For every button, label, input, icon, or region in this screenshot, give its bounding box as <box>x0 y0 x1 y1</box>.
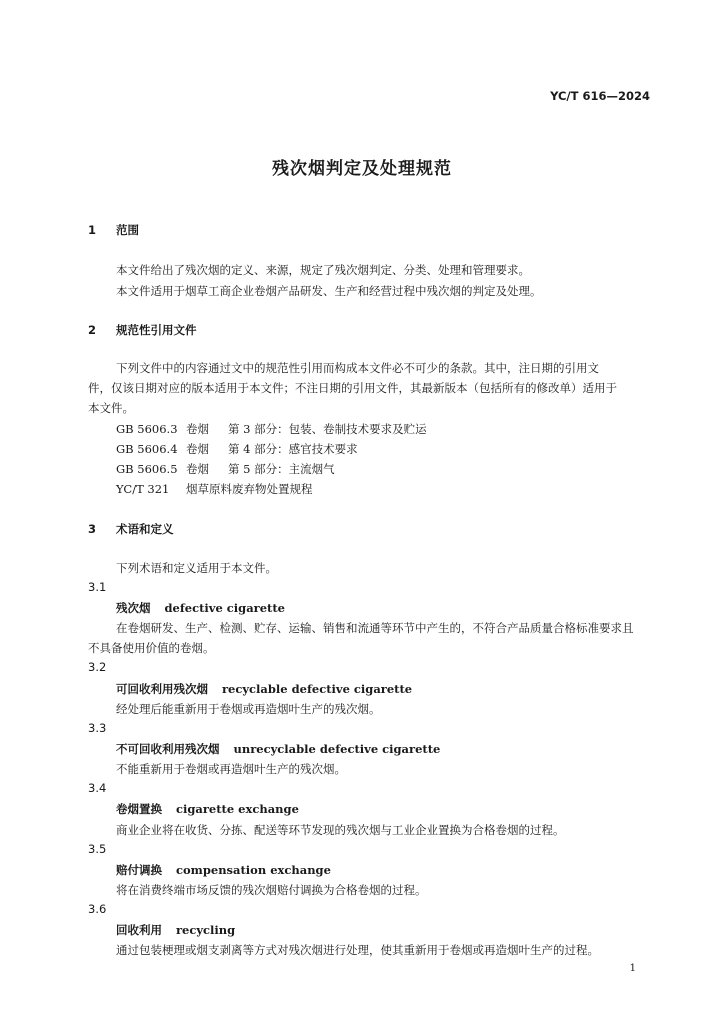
term-zh: 回收利用 <box>116 923 162 937</box>
term-zh: 卷烟置换 <box>116 802 162 816</box>
term-en: unrecyclable defective cigarette <box>233 742 441 756</box>
section-title: 术语和定义 <box>116 522 174 536</box>
ref-title: 第 3 部分：包装、卷制技术要求及贮运 <box>228 422 427 436</box>
term-heading <box>116 681 412 697</box>
ref-name: 卷烟 <box>186 462 209 476</box>
term-definition: 不能重新用于卷烟或再造烟叶生产的残次烟。 <box>116 762 346 776</box>
paragraph-line: 本文件。 <box>88 401 134 415</box>
term-zh: 不可回收利用残次烟 <box>116 742 220 756</box>
page-number: 1 <box>629 963 636 974</box>
paragraph: 本文件适用于烟草工商企业卷烟产品研发、生产和经营过程中残次烟的判定及处理。 <box>116 284 542 298</box>
term-number: 3.6 <box>88 902 107 916</box>
section-title: 规范性引用文件 <box>116 323 197 337</box>
ref-code: GB 5606.4 <box>116 442 178 456</box>
reference-item <box>116 441 358 457</box>
term-definition: 经处理后能重新用于卷烟或再造烟叶生产的残次烟。 <box>116 702 381 716</box>
term-definition: 通过包装梗理或烟支剥离等方式对残次烟进行处理，使其重新用于卷烟或再造烟叶生产的过程。 <box>116 943 599 957</box>
term-heading <box>116 801 299 817</box>
term-definition: 商业企业将在收货、分拣、配送等环节发现的残次烟与工业企业置换为合格卷烟的过程。 <box>116 823 565 837</box>
section-number: 1 <box>88 223 97 237</box>
term-definition: 不具备使用价值的卷烟。 <box>88 641 215 655</box>
term-en: defective cigarette <box>164 601 285 615</box>
section-3-heading <box>88 521 174 537</box>
document-title: 残次烟判定及处理规范 <box>272 159 452 179</box>
ref-title: 第 5 部分：主流烟气 <box>228 462 335 476</box>
section-2-heading <box>88 322 197 338</box>
section-number: 2 <box>88 323 97 337</box>
term-number: 3.4 <box>88 781 107 795</box>
ref-code: GB 5606.5 <box>116 462 178 476</box>
ref-title: 烟草原料废弃物处置规程 <box>186 482 313 496</box>
term-heading <box>116 922 235 938</box>
paragraph-line: 件，仅该日期对应的版本适用于本文件；不注日期的引用文件，其最新版本（包括所有的修改单）适用于 <box>88 381 617 395</box>
term-number: 3.2 <box>88 660 107 674</box>
term-heading <box>116 600 285 616</box>
reference-item <box>116 421 427 437</box>
term-zh: 可回收利用残次烟 <box>116 682 208 696</box>
ref-code: YC/T 321 <box>116 482 170 496</box>
term-heading <box>116 862 331 878</box>
term-zh: 赔付调换 <box>116 863 162 877</box>
term-en: recycling <box>176 923 236 937</box>
term-en: cigarette exchange <box>176 802 299 816</box>
ref-title: 第 4 部分：感官技术要求 <box>228 442 358 456</box>
paragraph: 下列术语和定义适用于本文件。 <box>116 561 277 575</box>
term-definition: 在卷烟研发、生产、检测、贮存、运输、销售和流通等环节中产生的，不符合产品质量合格标准要求且 <box>116 621 634 635</box>
reference-item <box>116 461 335 477</box>
paragraph-line: 下列文件中的内容通过文中的规范性引用而构成本文件必不可少的条款。其中，注日期的引用文 <box>116 361 599 375</box>
term-number: 3.5 <box>88 842 107 856</box>
section-number: 3 <box>88 522 97 536</box>
term-en: recyclable defective cigarette <box>222 682 413 696</box>
paragraph: 本文件给出了残次烟的定义、来源，规定了残次烟判定、分类、处理和管理要求。 <box>116 263 530 277</box>
term-zh: 残次烟 <box>116 601 151 615</box>
term-number: 3.3 <box>88 721 107 735</box>
term-heading <box>116 741 440 757</box>
reference-item <box>116 481 313 497</box>
term-definition: 将在消费终端市场反馈的残次烟赔付调换为合格卷烟的过程。 <box>116 883 427 897</box>
term-en: compensation exchange <box>176 863 331 877</box>
standard-number: YC/T 616—2024 <box>550 89 650 103</box>
section-title: 范围 <box>116 223 139 237</box>
section-1-heading <box>88 222 139 238</box>
ref-name: 卷烟 <box>186 422 209 436</box>
ref-name: 卷烟 <box>186 442 209 456</box>
ref-code: GB 5606.3 <box>116 422 178 436</box>
term-number: 3.1 <box>88 580 107 594</box>
